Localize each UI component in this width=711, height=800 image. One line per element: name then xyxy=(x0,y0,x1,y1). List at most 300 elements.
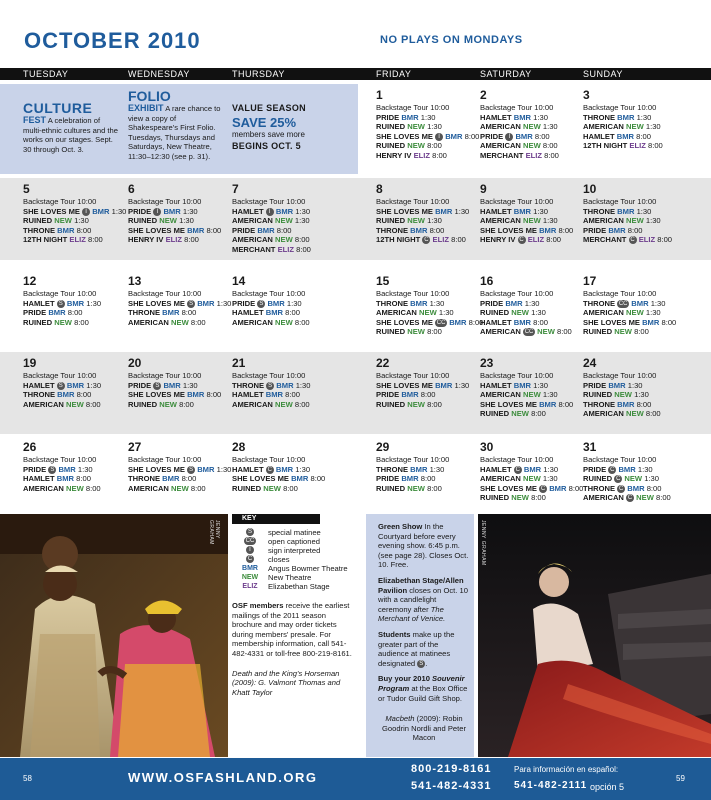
day-cell-31 xyxy=(583,440,671,503)
show-name: RUINED xyxy=(583,327,615,337)
performance-entry xyxy=(480,493,583,503)
backstage-tour-entry: Backstage Tour 10:00 xyxy=(376,371,450,380)
osf-members-note: OSF members receive the earliest mailings of the 2011 season brochure and may order tickets during members' presale. For membership information, call 541-482-4331 or toll-free 800-219-8161. xyxy=(232,601,352,658)
performance-entry xyxy=(583,308,676,318)
performance-entry xyxy=(128,299,231,309)
performance-entry xyxy=(23,484,101,494)
performance-entry xyxy=(128,207,221,217)
show-name: AMERICAN xyxy=(583,493,627,503)
performance-entry xyxy=(23,474,101,484)
performance-symbol-icon: CC xyxy=(618,300,628,307)
venue-code: NEW xyxy=(626,216,646,226)
key-symbol xyxy=(232,546,268,555)
venue-code: BMR xyxy=(162,474,182,484)
performance-symbol-icon: S xyxy=(259,300,264,307)
performance-entry xyxy=(376,235,469,245)
show-time: 8:00 xyxy=(464,131,480,141)
venue-code: NEW xyxy=(171,483,191,493)
show-name: SHE LOVES ME xyxy=(128,225,188,235)
backstage-tour-entry: Backstage Tour 10:00 xyxy=(23,197,97,206)
performance-symbol-icon: C xyxy=(627,495,633,502)
venue-code: BMR xyxy=(513,206,534,216)
show-name: MERCHANT xyxy=(232,244,278,254)
show-time: 8:00 xyxy=(636,131,651,141)
venue-code: NEW xyxy=(407,141,428,151)
show-time: 8:00 xyxy=(657,235,673,245)
venue-code: ELIZ xyxy=(277,244,297,254)
performance-entry xyxy=(23,226,126,236)
show-time: 8:00 xyxy=(85,399,101,409)
performance-symbol-icon: S xyxy=(189,300,194,307)
performance-entry xyxy=(23,207,126,217)
show-time: 1:30 xyxy=(645,308,661,318)
backstage-tour-entry: Backstage Tour 10:00 xyxy=(583,455,657,464)
venue-code: NEW xyxy=(511,308,532,318)
show-time: 8:00 xyxy=(296,244,311,254)
performance-entry xyxy=(128,235,221,245)
venue-code: BMR xyxy=(275,206,296,216)
show-name: HAMLET xyxy=(23,474,57,484)
show-name: AMERICAN xyxy=(480,122,524,132)
show-name: RUINED xyxy=(232,483,264,493)
day-cell-16 xyxy=(480,274,572,337)
info-panel xyxy=(366,514,474,757)
venue-code: ELIZ xyxy=(525,150,545,160)
venue-code: NEW xyxy=(523,141,543,151)
performance-symbol-icon: C xyxy=(424,237,429,244)
folio-heading: FOLIO xyxy=(128,88,171,104)
backstage-tour-entry: Backstage Tour 10:00 xyxy=(128,289,202,298)
show-name: HAMLET xyxy=(232,464,266,474)
venue-code: NEW xyxy=(275,399,295,409)
show-time: 1:30 xyxy=(645,216,661,226)
day-cell-27 xyxy=(128,440,231,493)
day-cell-23 xyxy=(480,356,573,419)
performance-entry xyxy=(480,400,573,410)
venue-code: NEW xyxy=(407,399,428,409)
performance-entry xyxy=(480,465,583,475)
venue-code: NEW xyxy=(159,399,180,409)
backstage-tour-entry: Backstage Tour 10:00 xyxy=(128,455,202,464)
performance-entry xyxy=(376,465,449,475)
date-number: 13 xyxy=(128,274,142,288)
venue-code: BMR xyxy=(539,225,559,235)
show-name: AMERICAN xyxy=(232,317,276,327)
performance-entry xyxy=(583,409,661,419)
day-cell-28 xyxy=(232,440,325,493)
day-cell-2 xyxy=(480,88,559,161)
show-name: RUINED xyxy=(376,327,408,337)
key-row xyxy=(232,537,354,546)
venue-code: NEW xyxy=(537,327,557,337)
show-name: PRIDE xyxy=(376,112,402,122)
performance-symbol-icon: I xyxy=(266,208,274,216)
day-cell-26 xyxy=(23,440,101,493)
performance-entry xyxy=(232,235,311,245)
date-number: 29 xyxy=(376,440,390,454)
key-label: Elizabethan Stage xyxy=(268,582,330,591)
venue-code: NEW xyxy=(54,216,75,226)
performance-entry xyxy=(232,400,310,410)
show-name: PRIDE xyxy=(376,474,402,484)
photo-death-and-the-kings-horseman xyxy=(0,514,228,757)
performance-symbol-icon: CC xyxy=(524,329,534,336)
show-name: RUINED xyxy=(376,216,408,226)
show-time: 8:00 xyxy=(206,390,222,400)
show-name: THRONE xyxy=(23,225,58,235)
show-time: 8:00 xyxy=(655,493,671,503)
show-time: 1:30 xyxy=(429,298,445,308)
show-name: THRONE xyxy=(583,298,618,308)
performance-entry xyxy=(232,299,310,309)
performance-entry xyxy=(376,207,469,217)
performance-entry xyxy=(480,207,573,217)
performance-entry xyxy=(232,318,310,328)
venue-code: BMR xyxy=(608,225,628,235)
venue-code: NEW xyxy=(407,216,428,226)
show-name: PRIDE xyxy=(128,380,154,390)
venue-code: BMR xyxy=(48,308,68,318)
page-title: OCTOBER 2010 xyxy=(24,28,201,53)
show-name: RUINED xyxy=(23,216,55,226)
show-time: 8:00 xyxy=(636,399,652,409)
show-name: SHE LOVES ME xyxy=(376,131,436,141)
venue-code: BMR xyxy=(401,112,421,122)
venue-code: ELIZ xyxy=(629,141,648,151)
show-name: AMERICAN xyxy=(232,216,276,226)
performance-entry xyxy=(480,308,572,318)
show-time: 8:00 xyxy=(556,327,572,337)
venue-code: BMR xyxy=(642,317,662,327)
venue-code: NEW xyxy=(419,308,439,318)
performance-symbol-icon: C xyxy=(267,466,272,473)
performance-entry xyxy=(480,226,573,236)
venue-code: NEW xyxy=(275,216,295,226)
day-cell-13 xyxy=(128,274,231,327)
show-time: 8:00 xyxy=(420,390,436,400)
performance-entry xyxy=(583,381,661,391)
venue-code: BMR xyxy=(523,464,544,474)
show-name: SHE LOVES ME xyxy=(376,206,436,216)
performance-entry xyxy=(376,132,479,142)
venue-code: NEW xyxy=(171,317,191,327)
venue-code: BMR xyxy=(617,112,637,122)
performance-symbol-icon: S xyxy=(189,466,194,473)
show-time: 1:30 xyxy=(533,206,548,216)
show-time: 1:30 xyxy=(438,308,454,318)
show-name: PRIDE xyxy=(232,298,258,308)
show-time: 8:00 xyxy=(534,131,550,141)
show-time: 8:00 xyxy=(627,225,643,235)
website-link[interactable]: WWW.OSFASHLAND.ORG xyxy=(128,770,318,785)
performance-entry xyxy=(480,484,583,494)
performance-entry xyxy=(232,474,325,484)
show-time: 1:30 xyxy=(182,380,198,390)
venue-code: BMR xyxy=(515,131,535,141)
show-time: 1:30 xyxy=(216,298,232,308)
performance-entry xyxy=(128,390,221,400)
venue-code: ELIZ xyxy=(69,235,88,245)
show-name: HAMLET xyxy=(232,206,266,216)
venue-code: BMR xyxy=(618,464,638,474)
show-time: 8:00 xyxy=(76,390,92,400)
performance-symbol-icon: C xyxy=(616,476,621,483)
day-cell-21 xyxy=(232,356,310,409)
performance-symbol-icon: I xyxy=(82,208,90,216)
performance-entry xyxy=(480,299,572,309)
venue-code: BMR xyxy=(187,225,207,235)
venue-code: BMR xyxy=(435,380,455,390)
performance-entry xyxy=(23,235,126,245)
venue-code: NEW xyxy=(263,483,284,493)
performance-entry xyxy=(583,235,672,245)
show-time: 1:30 xyxy=(295,206,311,216)
day-header-saturday: SATURDAY xyxy=(480,69,532,79)
show-name: PRIDE xyxy=(23,464,49,474)
show-name: PRIDE xyxy=(128,206,154,216)
day-header-thursday: THURSDAY xyxy=(232,69,285,79)
show-time: 8:00 xyxy=(420,474,436,484)
show-time: 1:30 xyxy=(454,206,470,216)
venue-code: NEW xyxy=(407,122,428,132)
show-name: HAMLET xyxy=(232,390,266,400)
performance-entry xyxy=(376,327,483,337)
performance-entry xyxy=(376,216,469,226)
show-time: 8:00 xyxy=(310,474,326,484)
performance-entry xyxy=(583,318,676,328)
backstage-tour-entry: Backstage Tour 10:00 xyxy=(23,371,97,380)
show-name: HAMLET xyxy=(480,464,514,474)
key-label: special matinee xyxy=(268,528,321,537)
show-name: THRONE xyxy=(128,474,163,484)
show-name: PRIDE xyxy=(376,390,402,400)
performance-entry xyxy=(128,465,231,475)
show-time: 1:30 xyxy=(636,206,652,216)
venue-code: NEW xyxy=(626,409,646,419)
show-name: AMERICAN xyxy=(480,216,524,226)
show-time: 8:00 xyxy=(646,483,662,493)
show-time: 8:00 xyxy=(558,225,574,235)
show-time: 1:30 xyxy=(454,380,470,390)
date-number: 30 xyxy=(480,440,494,454)
date-number: 31 xyxy=(583,440,597,454)
performance-symbol-icon: S xyxy=(155,382,160,389)
show-name: THRONE xyxy=(583,399,618,409)
show-time: 1:30 xyxy=(533,380,548,390)
key-venue-code: ELIZ xyxy=(242,583,258,590)
photo-credit-left: JENNY GRAHAM xyxy=(208,520,220,545)
show-name: SHE LOVES ME xyxy=(232,474,292,484)
key-symbol-icon: CC xyxy=(245,538,255,545)
show-name: RUINED xyxy=(583,474,615,484)
performance-entry xyxy=(480,390,573,400)
show-name: THRONE xyxy=(376,464,411,474)
date-number: 8 xyxy=(376,182,383,196)
key-symbol-icon: C xyxy=(247,556,253,563)
performance-entry xyxy=(480,122,559,132)
show-time: 8:00 xyxy=(76,474,91,484)
performance-entry xyxy=(583,327,676,337)
no-plays-note: NO PLAYS ON MONDAYS xyxy=(380,34,523,46)
performance-symbol-icon: S xyxy=(58,300,63,307)
performance-symbol-icon: CC xyxy=(436,319,446,326)
show-time: 8:00 xyxy=(181,474,197,484)
day-cell-12 xyxy=(23,274,101,327)
performance-entry xyxy=(128,400,221,410)
performance-entry xyxy=(583,390,661,400)
date-number: 1 xyxy=(376,88,383,102)
performance-entry xyxy=(23,390,101,400)
performance-entry xyxy=(128,474,231,484)
photo-credit-right: JENNY GRAHAM xyxy=(480,520,486,566)
venue-code: BMR xyxy=(275,464,296,474)
show-name: SHE LOVES ME xyxy=(128,464,188,474)
show-name: SHE LOVES ME xyxy=(376,317,436,327)
venue-code: NEW xyxy=(66,399,86,409)
performance-symbol-icon: C xyxy=(610,466,615,473)
performance-entry xyxy=(232,465,325,475)
venue-code: NEW xyxy=(626,122,646,132)
show-name: 12TH NIGHT xyxy=(23,235,70,245)
show-time: 8:00 xyxy=(184,235,199,245)
venue-code: BMR xyxy=(549,483,569,493)
show-time: 1:30 xyxy=(294,216,310,226)
backstage-tour-entry: Backstage Tour 10:00 xyxy=(376,455,450,464)
venue-code: BMR xyxy=(445,131,465,141)
show-time: 8:00 xyxy=(531,409,546,419)
show-time: 8:00 xyxy=(432,150,447,160)
show-time: 8:00 xyxy=(294,399,310,409)
day-cell-9 xyxy=(480,182,573,245)
day-header-friday: FRIDAY xyxy=(376,69,412,79)
venue-code: ELIZ xyxy=(165,235,185,245)
show-name: AMERICAN xyxy=(376,308,420,318)
show-name: AMERICAN xyxy=(128,483,172,493)
day-cell-10 xyxy=(583,182,672,245)
show-name: AMERICAN xyxy=(583,308,627,318)
culture-heading: CULTURE xyxy=(23,100,93,116)
date-number: 2 xyxy=(480,88,487,102)
show-name: PRIDE xyxy=(583,380,609,390)
show-name: THRONE xyxy=(583,483,618,493)
show-name: HAMLET xyxy=(480,380,514,390)
backstage-tour-entry: Backstage Tour 10:00 xyxy=(480,197,554,206)
venue-code: BMR xyxy=(435,206,455,216)
performance-entry xyxy=(583,400,661,410)
show-time: 8:00 xyxy=(468,317,484,327)
venue-code: BMR xyxy=(410,464,430,474)
performance-entry xyxy=(583,493,671,503)
show-time: 1:30 xyxy=(77,464,93,474)
espanol-label: Para información en español: xyxy=(514,765,619,774)
performance-entry xyxy=(480,132,559,142)
show-name: THRONE xyxy=(128,308,163,318)
show-name: PRIDE xyxy=(480,298,506,308)
venue-code: BMR xyxy=(276,380,296,390)
show-time: 8:00 xyxy=(533,317,548,327)
show-time: 1:30 xyxy=(645,122,661,132)
day-cell-8 xyxy=(376,182,469,245)
key-venue-code: BMR xyxy=(242,565,258,572)
performance-entry xyxy=(583,141,663,151)
show-time: 8:00 xyxy=(294,235,310,245)
show-time: 8:00 xyxy=(190,483,206,493)
key-row xyxy=(232,546,354,555)
show-name: RUINED xyxy=(480,493,512,503)
show-time: 8:00 xyxy=(546,235,562,245)
backstage-tour-entry: Backstage Tour 10:00 xyxy=(583,197,657,206)
venue-code: ELIZ xyxy=(432,235,452,245)
show-name: AMERICAN xyxy=(480,390,524,400)
show-name: PRIDE xyxy=(583,225,609,235)
show-time: 8:00 xyxy=(276,225,292,235)
show-name: AMERICAN xyxy=(480,327,524,337)
show-name: PRIDE xyxy=(23,308,49,318)
show-time: 8:00 xyxy=(544,150,559,160)
venue-code: BMR xyxy=(617,206,637,216)
key-row xyxy=(232,582,354,591)
day-cell-5 xyxy=(23,182,126,245)
day-header-sunday: SUNDAY xyxy=(583,69,623,79)
performance-entry xyxy=(376,318,483,328)
performance-entry xyxy=(23,299,101,309)
show-name: THRONE xyxy=(583,112,618,122)
key-symbol xyxy=(232,555,268,564)
venue-code: NEW xyxy=(614,327,635,337)
show-time: 1:30 xyxy=(286,298,302,308)
performance-entry xyxy=(480,327,572,337)
date-number: 19 xyxy=(23,356,37,370)
venue-code: NEW xyxy=(624,474,645,484)
souvenir-program-note: Buy your 2010 Souvenir Program at the Box Office or Tudor Guild Gift Shop. xyxy=(378,674,468,703)
show-time: 8:00 xyxy=(76,225,92,235)
date-number: 26 xyxy=(23,440,37,454)
performance-entry xyxy=(480,235,573,245)
show-name: SHE LOVES ME xyxy=(128,298,188,308)
show-name: RUINED xyxy=(376,141,408,151)
performance-symbol-icon: S xyxy=(50,466,55,473)
venue-code: BMR xyxy=(631,298,651,308)
venue-code: NEW xyxy=(511,409,532,419)
venue-code: NEW xyxy=(523,390,543,400)
show-name: SHE LOVES ME xyxy=(583,317,643,327)
performance-entry xyxy=(232,308,310,318)
performance-entry xyxy=(232,484,325,494)
venue-code: BMR xyxy=(291,474,311,484)
venue-code: NEW xyxy=(614,390,635,400)
venue-code: BMR xyxy=(401,474,421,484)
backstage-tour-entry: Backstage Tour 10:00 xyxy=(23,455,97,464)
folio-subheading: EXHIBIT xyxy=(128,103,164,113)
show-name: AMERICAN xyxy=(232,399,276,409)
page-number-left: 58 xyxy=(23,774,32,783)
phone-tollfree: 800-219-8161 xyxy=(411,763,492,775)
performance-entry xyxy=(583,299,676,309)
show-time: 1:30 xyxy=(74,216,89,226)
show-time: 1:30 xyxy=(644,474,659,484)
venue-code: BMR xyxy=(401,390,421,400)
performance-entry xyxy=(376,299,483,309)
performance-entry xyxy=(583,484,671,494)
day-header-tuesday: TUESDAY xyxy=(23,69,69,79)
backstage-tour-entry: Backstage Tour 10:00 xyxy=(480,289,554,298)
performance-entry xyxy=(583,132,663,142)
backstage-tour-entry: Backstage Tour 10:00 xyxy=(480,455,554,464)
value-season-promo xyxy=(232,103,352,151)
value-season-heading: VALUE SEASON xyxy=(232,103,306,113)
day-cell-1 xyxy=(376,88,479,161)
begins-date: BEGINS OCT. 5 xyxy=(232,141,301,151)
